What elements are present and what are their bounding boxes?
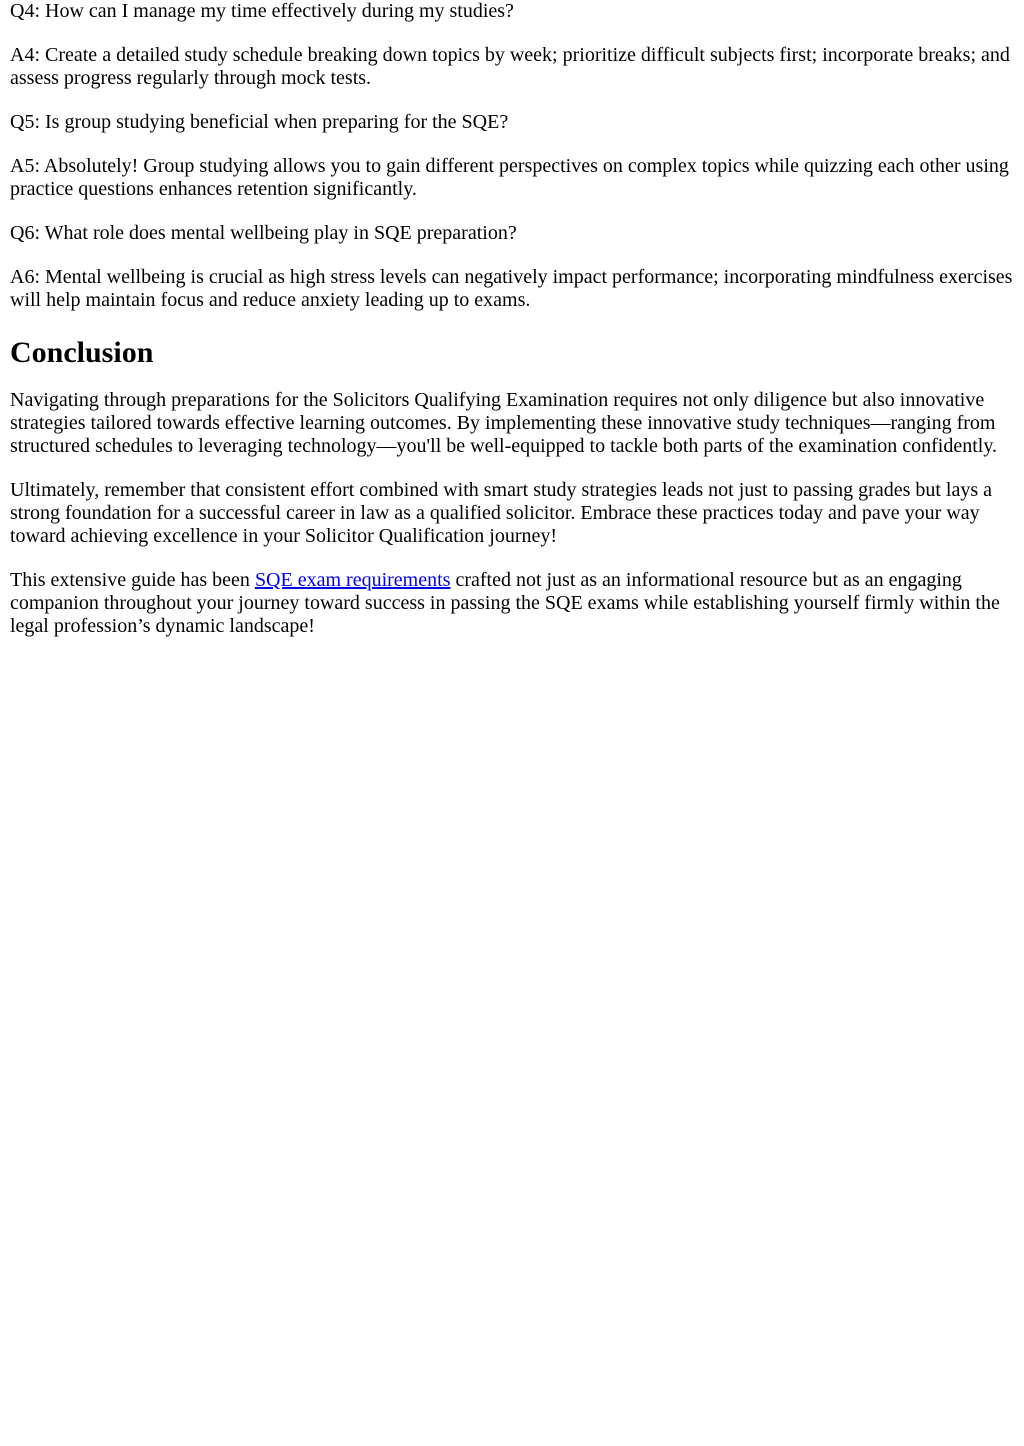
conclusion-paragraph-3 <box>10 569 1014 638</box>
faq-answer-4: A4: Create a detailed study schedule breaking down topics by week; prioritize difficult subjects first; incorporate breaks; and assess progress regularly through mock tests. <box>10 44 1010 89</box>
faq-question-6: Q6: What role does mental wellbeing play in SQE preparation? <box>10 222 517 244</box>
conclusion-paragraph-1: Navigating through preparations for the Solicitors Qualifying Examination requires not only diligence but also innovative strategies tailored towards effective learning outcomes. By implementing these innovative study techniques—ranging from structured schedules to leveraging technology—you'll be well-equipped to tackle both parts of the examination confidently. <box>10 389 998 457</box>
faq-answer-6: A6: Mental wellbeing is crucial as high stress levels can negatively impact performance; incorporating mindfulness exercises will help maintain focus and reduce anxiety leading up to exams. <box>10 266 1013 311</box>
conclusion-paragraph-2: Ultimately, remember that consistent effort combined with smart study strategies leads not just to passing grades but lays a strong foundation for a successful career in law as a qualified solicitor. Embrace these practices today and pave your way toward achieving excellence in your Solicitor Qualification journey! <box>10 479 993 547</box>
sqe-exam-requirements-link[interactable]: SQE exam requirements <box>254 569 451 591</box>
article-body <box>10 0 1014 638</box>
paragraph-3-text-before-link: This extensive guide has been <box>10 569 255 591</box>
paragraph-3-text-after-link: crafted not just as an informational resource but as an engaging companion throughout your journey toward success in passing the SQE exams while establishing yourself firmly within the legal profession’s dynamic landscape! <box>10 569 1000 637</box>
conclusion-heading: Conclusion <box>10 336 154 369</box>
faq-answer-5: A5: Absolutely! Group studying allows you to gain different perspectives on complex topics while quizzing each other using practice questions enhances retention significantly. <box>10 155 1009 200</box>
faq-question-4: Q4: How can I manage my time effectively during my studies? <box>10 0 514 22</box>
faq-question-5: Q5: Is group studying beneficial when preparing for the SQE? <box>10 111 509 133</box>
